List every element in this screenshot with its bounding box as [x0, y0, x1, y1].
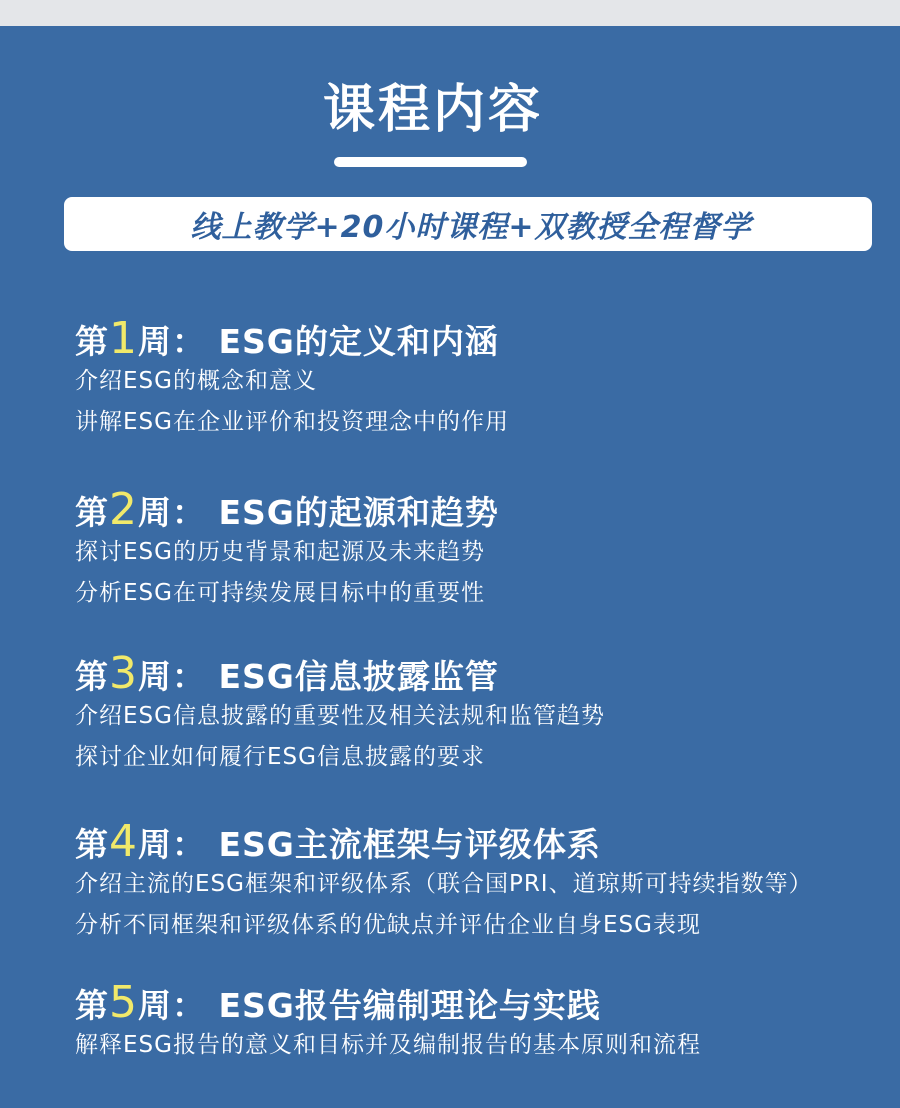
section-title: 课程内容 [322, 80, 543, 140]
week-description-line: 介绍主流的ESG框架和评级体系（联合国PRI、道琼斯可持续指数等） [75, 871, 813, 897]
week-3-block [75, 648, 875, 778]
week-1-block [75, 313, 875, 443]
week-5-heading [75, 977, 875, 1028]
week-topic: ESG的起源和趋势 [218, 493, 499, 532]
week-topic: ESG的定义和内涵 [218, 322, 499, 361]
week-suffix: 周： [138, 986, 206, 1025]
title-underline [334, 157, 527, 167]
banner-text: 线上教学+20小时课程+双教授全程督学 [190, 210, 752, 245]
week-number: 3 [109, 648, 138, 699]
week-3-heading [75, 648, 875, 699]
week-prefix: 第 [75, 657, 109, 696]
week-number: 2 [109, 484, 138, 535]
week-suffix: 周： [138, 825, 206, 864]
week-prefix: 第 [75, 825, 109, 864]
week-description-line: 分析不同框架和评级体系的优缺点并评估企业自身ESG表现 [75, 912, 701, 938]
week-4-block [75, 816, 875, 946]
week-description-line: 探讨ESG的历史背景和起源及未来趋势 [75, 539, 485, 565]
week-description-line: 解释ESG报告的意义和目标并及编制报告的基本原则和流程 [75, 1032, 701, 1058]
course-banner [64, 197, 872, 251]
week-prefix: 第 [75, 986, 109, 1025]
week-description-line: 介绍ESG的概念和意义 [75, 368, 317, 394]
week-description-line: 讲解ESG在企业评价和投资理念中的作用 [75, 409, 509, 435]
week-topic: ESG主流框架与评级体系 [218, 825, 601, 864]
week-suffix: 周： [138, 493, 206, 532]
week-number: 4 [109, 816, 138, 867]
week-description-line: 分析ESG在可持续发展目标中的重要性 [75, 580, 485, 606]
week-prefix: 第 [75, 322, 109, 361]
top-gray-strip [0, 0, 900, 26]
week-suffix: 周： [138, 657, 206, 696]
week-topic: ESG信息披露监管 [218, 657, 499, 696]
week-2-heading [75, 484, 875, 535]
week-number: 5 [109, 977, 138, 1028]
week-1-heading [75, 313, 875, 364]
week-prefix: 第 [75, 493, 109, 532]
week-description-line: 探讨企业如何履行ESG信息披露的要求 [75, 744, 485, 770]
week-5-block [75, 977, 875, 1066]
week-suffix: 周： [138, 322, 206, 361]
week-2-block [75, 484, 875, 614]
week-number: 1 [109, 313, 138, 364]
week-description-line: 介绍ESG信息披露的重要性及相关法规和监管趋势 [75, 703, 605, 729]
week-4-heading [75, 816, 875, 867]
week-topic: ESG报告编制理论与实践 [218, 986, 601, 1025]
